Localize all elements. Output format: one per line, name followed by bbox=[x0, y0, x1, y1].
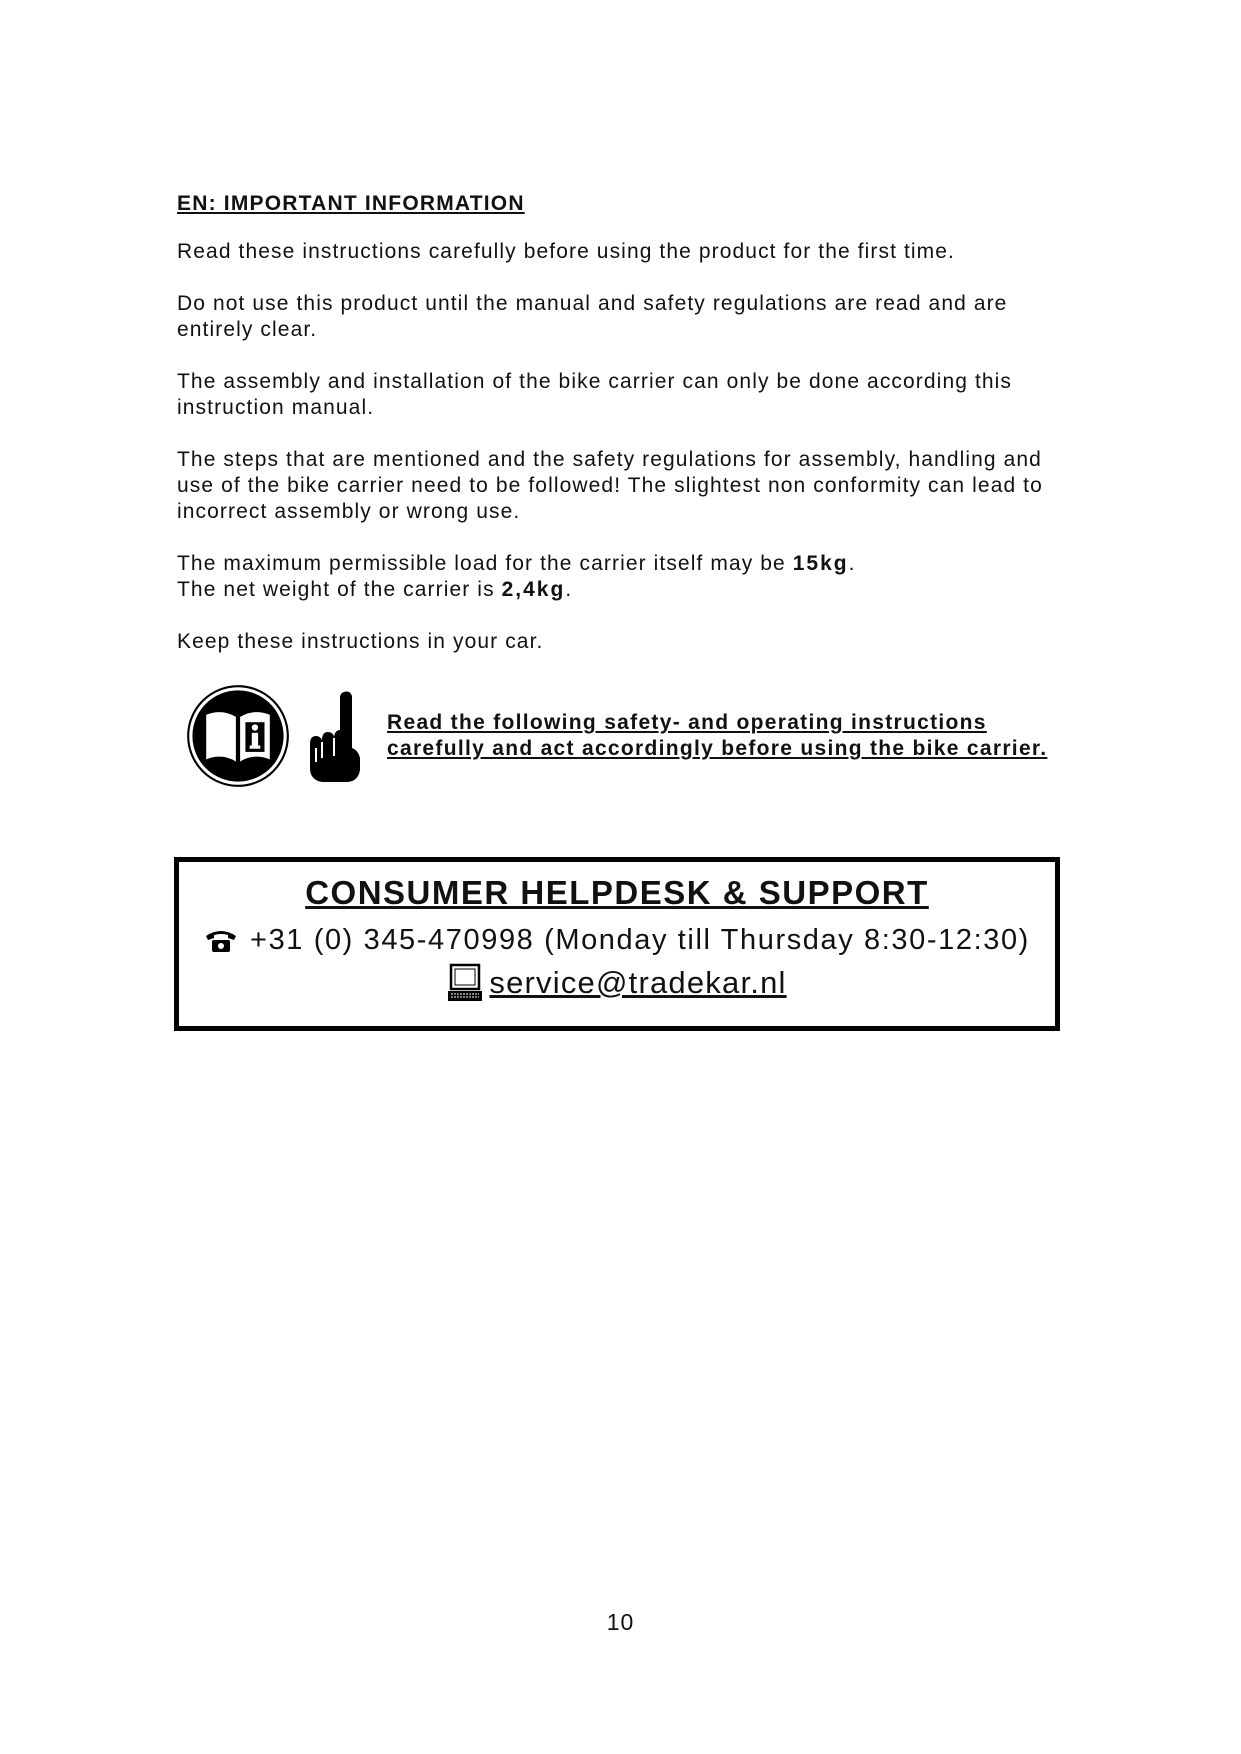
read-manual-info-icon bbox=[185, 683, 291, 789]
safety-warning bbox=[177, 681, 1067, 791]
helpdesk-email-row bbox=[179, 963, 1055, 1003]
weight-prefix: The net weight of the carrier is bbox=[177, 578, 502, 601]
weight-period: . bbox=[565, 578, 573, 601]
load-prefix: The maximum permissible load for the carrier itself may be bbox=[177, 552, 793, 575]
paragraph-assembly: The assembly and installation of the bike carrier can only be done according this instruction manual. bbox=[177, 370, 1013, 419]
load-period: . bbox=[848, 552, 856, 575]
main-content bbox=[177, 192, 1067, 791]
helpdesk-title: CONSUMER HELPDESK & SUPPORT bbox=[305, 874, 929, 911]
paragraph-keep-instructions: Keep these instructions in your car. bbox=[177, 630, 544, 653]
helpdesk-phone-row bbox=[179, 924, 1055, 957]
pointing-finger-icon bbox=[305, 688, 367, 784]
computer-icon bbox=[447, 963, 483, 1003]
warning-icons bbox=[177, 683, 387, 789]
page-number: 10 bbox=[606, 1609, 635, 1635]
helpdesk-phone: +31 (0) 345-470998 (Monday till Thursday 8:30-12:30) bbox=[250, 924, 1030, 956]
load-value: 15kg bbox=[792, 552, 849, 575]
paragraph-steps: The steps that are mentioned and the safety regulations for assembly, handling and use of the bike carrier need to be followed! The slightest non conformity can lead to incorrect assembly or wrong use. bbox=[177, 448, 1043, 523]
section-heading: EN: IMPORTANT INFORMATION bbox=[177, 192, 525, 215]
paragraph-do-not-use: Do not use this product until the manual and safety regulations are read and are entirely clear. bbox=[177, 292, 1008, 341]
paragraph-read-instructions: Read these instructions carefully before using the product for the first time. bbox=[177, 240, 955, 263]
weight-value: 2,4kg bbox=[501, 578, 566, 601]
helpdesk-email-link[interactable]: service@tradekar.nl bbox=[489, 965, 787, 1000]
warning-text: Read the following safety- and operating instructions carefully and act accordingly before using the bike carrier. bbox=[387, 711, 1048, 760]
telephone-icon bbox=[204, 928, 238, 954]
helpdesk-box bbox=[174, 857, 1060, 1031]
paragraph-load bbox=[177, 551, 1067, 603]
